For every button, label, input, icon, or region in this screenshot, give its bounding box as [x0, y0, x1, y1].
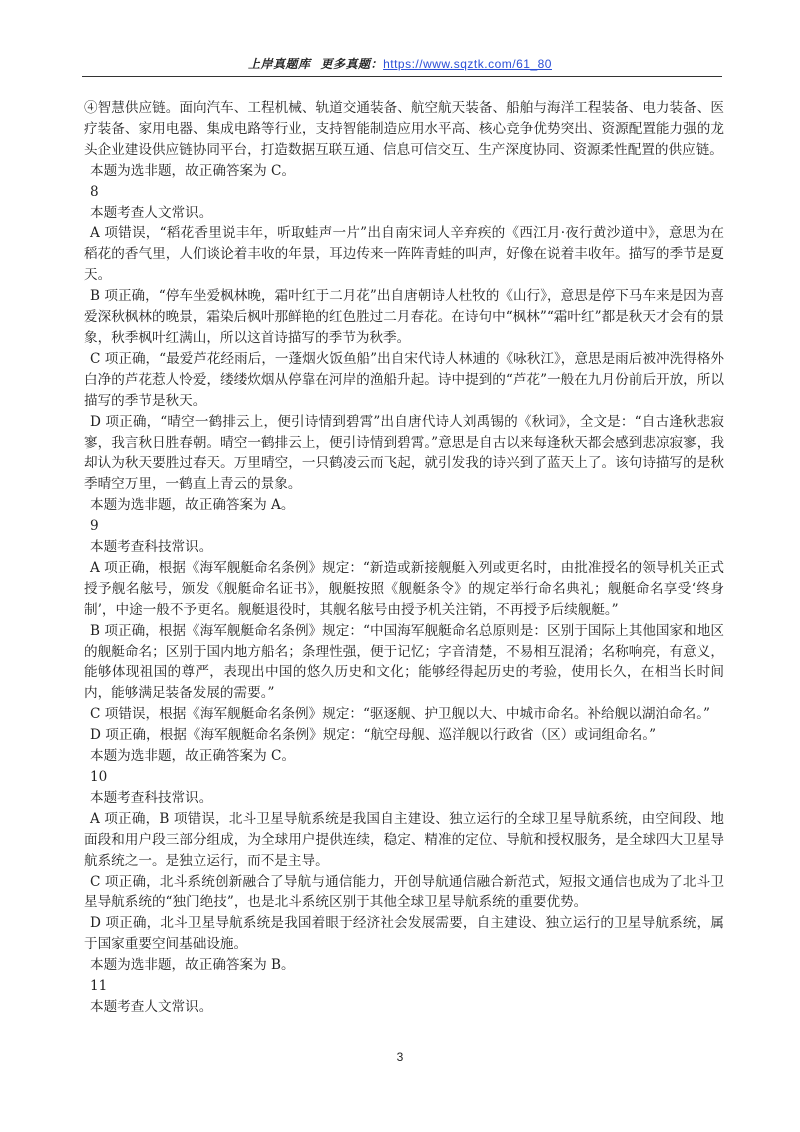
- question-number: 8: [90, 183, 99, 200]
- paragraph: 本题考查人文常识。: [90, 998, 213, 1015]
- paragraph: 本题考查科技常识。: [90, 539, 213, 556]
- paragraph: 本题考查人文常识。: [90, 204, 213, 221]
- header-divider: [82, 76, 722, 77]
- question-number: 9: [90, 518, 99, 535]
- page-number: 3: [396, 1050, 404, 1064]
- header-url-link[interactable]: https://www.sqztk.com/61_80: [383, 57, 552, 71]
- paragraph: B 项正确，根据《海军舰艇命名条例》规定：“中国海军舰艇命名总原则是：区别于国际上其他国家和地区的舰艇命名；区别于国内地方船名；条理性强，便于记忆；字音清楚，不易相互混淆；名称响亮，有意义，能够体现祖国的尊严，表现出中国的悠久历史和文化；能够经得起历史的考验，使用长久，在相当长时间内，能够满足装备发展的需要。”: [84, 622, 724, 702]
- paragraph: C 项错误，根据《海军舰艇命名条例》规定：“驱逐舰、护卫舰以大、中城市命名。补给舰以湖泊命名。”: [90, 706, 710, 723]
- paragraph: A 项正确，B 项错误，北斗卫星导航系统是我国自主建设、独立运行的全球卫星导航系统，由空间段、地面段和用户段三部分组成，为全球用户提供连续，稳定、精准的定位、导航和授权服务，是全球四大卫星导航系统之一。是独立运行，而不是主导。: [84, 810, 724, 869]
- paragraph: A 项错误，“稻花香里说丰年，听取蛙声一片”出自南宋词人辛弃疾的《西江月·夜行黄沙道中》，意思为在稻花的香气里，人们谈论着丰收的年景，耳边传来一阵阵青蛙的叫声，好像在说着丰收年。描写的季节是夏天。: [84, 225, 724, 284]
- question-number: 10: [90, 769, 108, 785]
- header-label: 更多真题：: [320, 57, 384, 71]
- paragraph: ④智慧供应链。面向汽车、工程机械、轨道交通装备、航空航天装备、船舶与海洋工程装备、电力装备、医疗装备、家用电器、集成电路等行业，支持智能制造应用水平高、核心竞争优势突出、资源配置能力强的龙头企业建设供应链协同平台，打造数据互联互通、信息可信交互、生产深度协同、资源柔性配置的供应链。: [84, 100, 724, 158]
- paragraph: C 项正确，“最爱芦花经雨后，一蓬烟火饭鱼船”出自宋代诗人林逋的《咏秋江》，意思是雨后被冲洗得格外白净的芦花惹人怜爱，缕缕炊烟从停靠在河岸的渔船升起。诗中提到的“芦花”一般在九月份前后开放，所以描写的季节是秋天。: [84, 350, 724, 409]
- paragraph: 本题为选非题，故正确答案为 C。: [90, 162, 296, 179]
- question-number: 11: [90, 978, 108, 995]
- paragraph: C 项正确，北斗系统创新融合了导航与通信能力，开创导航通信融合新范式，短报文通信也成为了北斗卫星导航系统的“独门绝技”，也是北斗系统区别于其他全球卫星导航系统的重要优势。: [84, 873, 724, 911]
- paragraph: 本题为选非题，故正确答案为 A。: [90, 497, 295, 514]
- paragraph: D 项正确，北斗卫星导航系统是我国着眼于经济社会发展需要，自主建设、独立运行的卫星导航系统，属于国家重要空间基础设施。: [84, 915, 724, 953]
- paragraph: 本题考查科技常识。: [90, 789, 213, 806]
- header-brand: 上岸真题库: [248, 57, 311, 71]
- paragraph: D 项正确，“晴空一鹤排云上，便引诗情到碧霄”出自唐代诗人刘禹锡的《秋词》，全文是：“自古逢秋悲寂寥，我言秋日胜春朝。晴空一鹤排云上，便引诗情到碧霄。”意思是自古以来每逢秋天都会感到悲凉寂寥，我却认为秋天要胜过春天。万里晴空，一只鹤凌云而飞起，就引发我的诗兴到了蓝天上了。该句诗描写的是秋季晴空万里，一鹤直上青云的景象。: [84, 413, 724, 493]
- page-header: [0, 56, 800, 72]
- paragraph: 本题为选非题，故正确答案为 B。: [90, 957, 295, 974]
- paragraph: A 项正确，根据《海军舰艇命名条例》规定：“新造或新接舰艇入列或更名时，由批准授名的领导机关正式授予舰名舷号，颁发《舰艇命名证书》，舰艇按照《舰艇条令》的规定举行命名典礼；舰艇命名享受‘终身制’，中途一般不予更名。舰艇退役时，其舰名舷号由授予机关注销，不再授予后续舰艇。”: [84, 559, 724, 618]
- paragraph: D 项正确，根据《海军舰艇命名条例》规定：“航空母舰、巡洋舰以行政省（区）或词组命名。”: [90, 727, 657, 744]
- paragraph: B 项正确，“停车坐爱枫林晚，霜叶红于二月花”出自唐朝诗人杜牧的《山行》，意思是停下马车来是因为喜爱深秋枫林的晚景，霜染后枫叶那鲜艳的红色胜过二月春花。在诗句中“枫林”“霜叶红”都是秋天才会有的景象，秋季枫叶红满山，所以这首诗描写的季节为秋季。: [84, 288, 724, 346]
- paragraph: 本题为选非题，故正确答案为 C。: [90, 748, 296, 765]
- document-body: [84, 98, 724, 1018]
